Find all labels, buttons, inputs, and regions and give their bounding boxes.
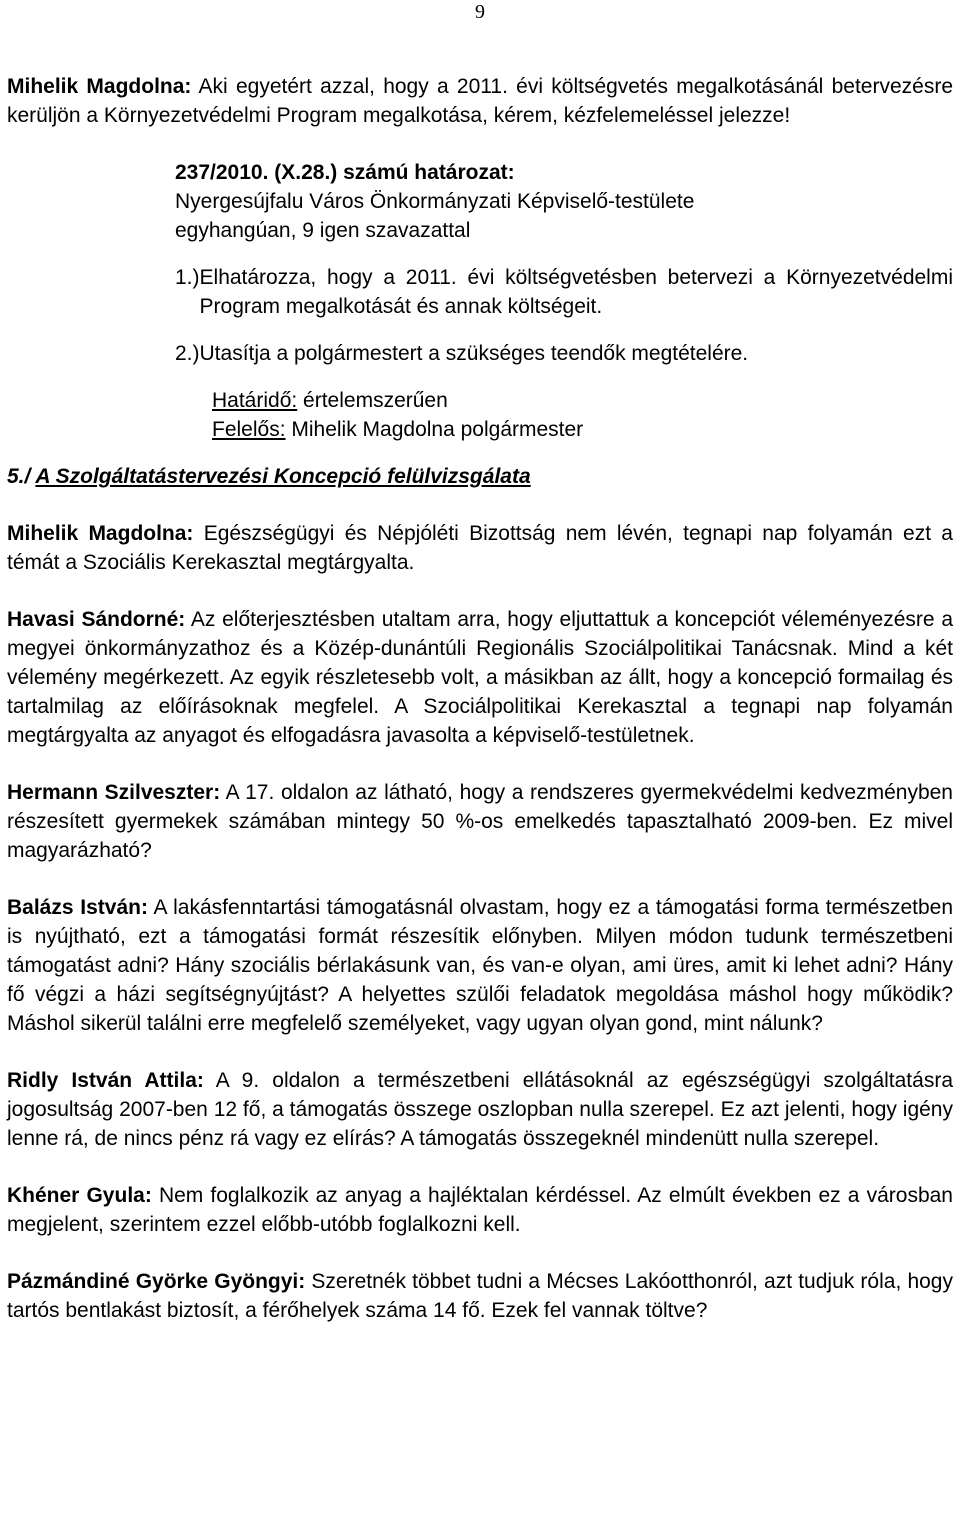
speaker-name: Pázmándiné Györke Gyöngyi: xyxy=(7,1270,306,1293)
speaker-name: Mihelik Magdolna: xyxy=(7,75,192,98)
deadline-label: Határidő: xyxy=(212,389,298,412)
document-body xyxy=(7,72,953,1325)
item-text: Elhatározza, hogy a 2011. évi költségvetésben betervezi a Környezetvédelmi Program megalkotását és annak költségeit. xyxy=(199,266,953,318)
responsible-value: Mihelik Magdolna polgármester xyxy=(285,418,584,441)
speech-text: Az előterjesztésben utaltam arra, hogy eljuttattuk a koncepciót véleményezésre a megyei önkormányzathoz és a Közép-dunántúli Regionális Szociálpolitikai Tanácsnak. Mind a két vélemény megérkezett. Az egyik részletesebb volt, a másikban az állt, hogy a koncepció formailag és tartalmilag az előírásoknak megfelel. A Szociálpolitikai Kerekasztal a tegnapi nap folyamán megtárgyalta az anyagot és elfogadásra javasolta a képviselő-testületnek. xyxy=(7,608,953,747)
resolution-item-1 xyxy=(175,263,953,321)
speech-paragraph xyxy=(7,1181,953,1239)
speaker-name: Hermann Szilveszter: xyxy=(7,781,221,804)
speaker-name: Khéner Gyula: xyxy=(7,1184,152,1207)
deadline-value: értelemszerűen xyxy=(297,389,448,412)
intro-paragraph xyxy=(7,72,953,130)
resolution-item-2 xyxy=(175,339,953,368)
responsible-line xyxy=(212,415,953,444)
deadline-line xyxy=(212,386,953,415)
speech-paragraph xyxy=(7,1267,953,1325)
speech-paragraph xyxy=(7,778,953,865)
resolution-body-line: egyhangúan, 9 igen szavazattal xyxy=(175,219,471,242)
speaker-name: Ridly István Attila: xyxy=(7,1069,204,1092)
speech-text: Nem foglalkozik az anyag a hajléktalan kérdéssel. Az elmúlt években ez a városban megjelent, szerintem ezzel előbb-utóbb foglalkozni kell. xyxy=(7,1184,953,1236)
responsible-label: Felelős: xyxy=(212,418,286,441)
speech-text: A lakásfenntartási támogatásnál olvastam, hogy ez a támogatási forma természetben is nyújtható, ezt a támogatási formát részesítik előnyben. Milyen módon tudunk természetbeni támogatást adni? Hány szociális bérlakásunk van, és van-e olyan, ami üres, amit ki lehet adni? Hány fő végzi a házi segítségnyújtást? A helyettes szülői feladatok megoldása máshol hogy működik? Máshol sikerül találni erre megfelelő személyeket, vagy ugyan olyan gond, mint nálunk? xyxy=(7,896,953,1035)
speaker-name: Balázs István: xyxy=(7,896,148,919)
speech-text: A 9. oldalon a természetbeni ellátásoknál az egészségügyi szolgáltatásra jogosultság 2007-ben 12 fő, a támogatás összege oszlopban nulla szerepel. Ez azt jelenti, hogy igény lenne rá, de nincs pénz rá vagy ez elírás? A támogatás összegeknél mindenütt nulla szerepel. xyxy=(7,1069,953,1150)
section-heading xyxy=(7,462,953,491)
speaker-name: Mihelik Magdolna: xyxy=(7,522,194,545)
item-number: 2.) xyxy=(175,342,200,365)
resolution-block xyxy=(7,158,953,444)
speech-paragraph xyxy=(7,893,953,1038)
speech-paragraph xyxy=(7,605,953,750)
speaker-name: Havasi Sándorné: xyxy=(7,608,186,631)
speech-paragraph xyxy=(7,519,953,577)
speech-paragraph xyxy=(7,1066,953,1153)
speech-text: Szeretnék többet tudni a Mécses Lakóotthonról, azt tudjuk róla, hogy tartós bentlakást biztosít, a férőhelyek száma 14 fő. Ezek fel vannak töltve? xyxy=(7,1270,953,1322)
resolution-body-line: Nyergesújfalu Város Önkormányzati Képviselő-testülete xyxy=(175,190,695,213)
resolution-number: 237/2010. (X.28.) számú határozat: xyxy=(175,161,515,184)
item-number: 1.) xyxy=(175,266,200,289)
section-number: 5./ xyxy=(7,465,36,488)
page-number: 9 xyxy=(475,1,485,23)
speech-text: Aki egyetért azzal, hogy a 2011. évi költségvetés megalkotásánál betervezésre kerüljön a Környezetvédelmi Program megalkotása, kérem, kézfelemeléssel jelezze! xyxy=(7,75,953,127)
item-text: Utasítja a polgármestert a szükséges teendők megtételére. xyxy=(199,342,749,365)
speech-text: A 17. oldalon az látható, hogy a rendszeres gyermekvédelmi kedvezményben részesített gyermekek számában mintegy 50 %-os emelkedés tapasztalható 2009-ben. Ez mivel magyarázható? xyxy=(7,781,953,862)
section-title: A Szolgáltatástervezési Koncepció felülvizsgálata xyxy=(35,465,531,488)
speech-text: Egészségügyi és Népjóléti Bizottság nem lévén, tegnapi nap folyamán ezt a témát a Szociális Kerekasztal megtárgyalta. xyxy=(7,522,953,574)
